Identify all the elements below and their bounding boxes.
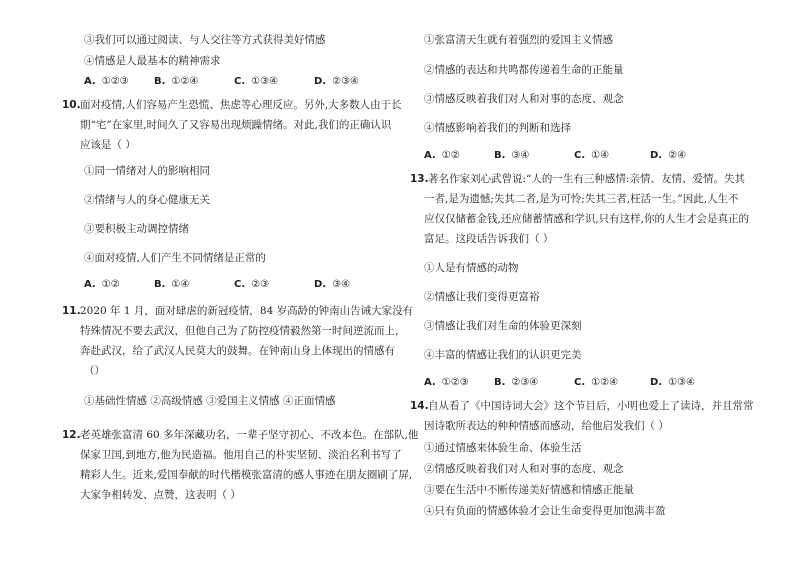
q12-item-1: ①张富清天生就有着强烈的爱国主义情感 [424, 34, 613, 46]
q10-option-c: C. ②③ [234, 279, 270, 290]
q14-stem-2: 因诗歌所表达的种种情感而感动，给他启发我们（ ） [424, 420, 669, 432]
q13-number: 13. [410, 173, 429, 185]
q13-item-2: ②情感让我们变得更富裕 [424, 291, 540, 303]
q12-option-b: B. ③④ [494, 150, 530, 161]
q10-item-3: ③要积极主动调控情绪 [84, 223, 189, 235]
q9-item-4: ④情感是人最基本的精神需求 [84, 55, 221, 67]
q11-number: 11. [62, 305, 81, 317]
q13-option-a: A. ①②③ [424, 377, 469, 388]
q12-stem-4: 大家争相转发、点赞，这表明（ ） [80, 489, 241, 501]
q11-items: ①基础性情感 ②高级情感 ③爱国主义情感 ④正面情感 [84, 395, 336, 407]
q12-option-c: C. ①④ [574, 150, 610, 161]
q10-option-b: B. ①④ [154, 279, 190, 290]
q13-item-1: ①人是有情感的动物 [424, 262, 519, 274]
q12-stem-1: 老英雄张富清 60 多年深藏功名，一辈子坚守初心、不改本色。在部队,他 [80, 429, 419, 441]
q14-item-4: ④只有负面的情感体验才会让生命变得更加饱满丰盈 [424, 505, 666, 517]
q11-stem-2: 特殊情况不要去武汉，但他自己为了防控疫情毅然第一时间逆流而上， [80, 325, 406, 337]
q13-option-b: B. ②③④ [494, 377, 539, 388]
q10-stem-2: 期“宅”在家里,时间久了又容易出现烦躁情绪。对此,我们的正确认识 [80, 119, 392, 131]
q14-stem-1: 自从看了《中国诗词大会》这个节目后，小明也爱上了读诗，并且常常 [428, 400, 754, 412]
q13-option-d: D. ①③④ [650, 377, 696, 388]
q13-option-c: C. ①②④ [574, 377, 619, 388]
q12-number: 12. [62, 429, 81, 441]
q10-item-4: ④面对疫情,人们产生不同情绪是正常的 [84, 252, 266, 264]
q10-option-d: D. ③④ [314, 279, 351, 290]
q13-stem-4: 富足。这段话告诉我们（ ） [424, 233, 554, 245]
q10-option-a: A. ①② [84, 279, 120, 290]
q14-item-1: ①通过情感来体验生命、体验生活 [424, 442, 582, 454]
q10-item-2: ②情绪与人的身心健康无关 [84, 194, 210, 206]
q14-number: 14. [410, 400, 429, 412]
q11-stem-3: 奔赴武汉，给了武汉人民莫大的鼓舞。在钟南山身上体现出的情感有 [80, 345, 395, 357]
q12-item-2: ②情感的表达和共鸣都传递着生命的正能量 [424, 64, 624, 76]
q10-stem-1: 面对疫情,人们容易产生恐慌、焦虑等心理反应。另外,大多数人由于长 [80, 99, 402, 111]
q9-option-d: D. ②③④ [314, 76, 360, 87]
q9-option-a: A. ①②③ [84, 76, 129, 87]
q11-stem-1: 2020 年 1 月，面对肆虐的新冠疫情，84 岁高龄的钟南山告诫大家没有 [80, 305, 414, 317]
q13-stem-1: 著名作家刘心武曾说:“人的一生有三种感情:亲情、友情、爱情。失其 [428, 173, 745, 185]
q9-option-c: C. ①③④ [234, 76, 279, 87]
q14-item-3: ③要在生活中不断传递美好情感和情感正能量 [424, 484, 634, 496]
q10-stem-3: 应该是（ ） [80, 139, 136, 151]
q13-stem-2: 一者,是为遗憾;失其二者,是为可怜;失其三者,枉活一生。”因此,人生不 [424, 193, 739, 205]
q10-item-1: ①同一情绪对人的影响相同 [84, 165, 210, 177]
q12-item-4: ④情感影响着我们的判断和选择 [424, 122, 571, 134]
q13-item-4: ④丰富的情感让我们的认识更完美 [424, 349, 582, 361]
q12-item-3: ③情感反映着我们对人和对事的态度、观念 [424, 93, 624, 105]
q9-option-b: B. ①②④ [154, 76, 199, 87]
q13-stem-3: 应仅仅储蓄金钱,还应储蓄情感和学识,只有这样,你的人生才会是真正的 [424, 213, 750, 225]
q9-item-3: ③我们可以通过阅读、与人交往等方式获得美好情感 [84, 34, 326, 46]
q10-number: 10. [62, 99, 81, 111]
q14-item-2: ②情感反映着我们对人和对事的态度、观念 [424, 463, 624, 475]
q13-item-3: ③情感让我们对生命的体验更深刻 [424, 320, 582, 332]
q12-stem-3: 精彩人生。近来,爱国奉献的时代楷模张富清的感人事迹在朋友圈刷了屏, [80, 469, 413, 481]
q11-stem-4: （） [84, 365, 105, 377]
q12-option-a: A. ①② [424, 150, 460, 161]
q12-option-d: D. ②④ [650, 150, 687, 161]
q12-stem-2: 保家卫国,到地方,他为民造福。他用自己的朴实坚韧、淡泊名利书写了 [80, 449, 402, 461]
